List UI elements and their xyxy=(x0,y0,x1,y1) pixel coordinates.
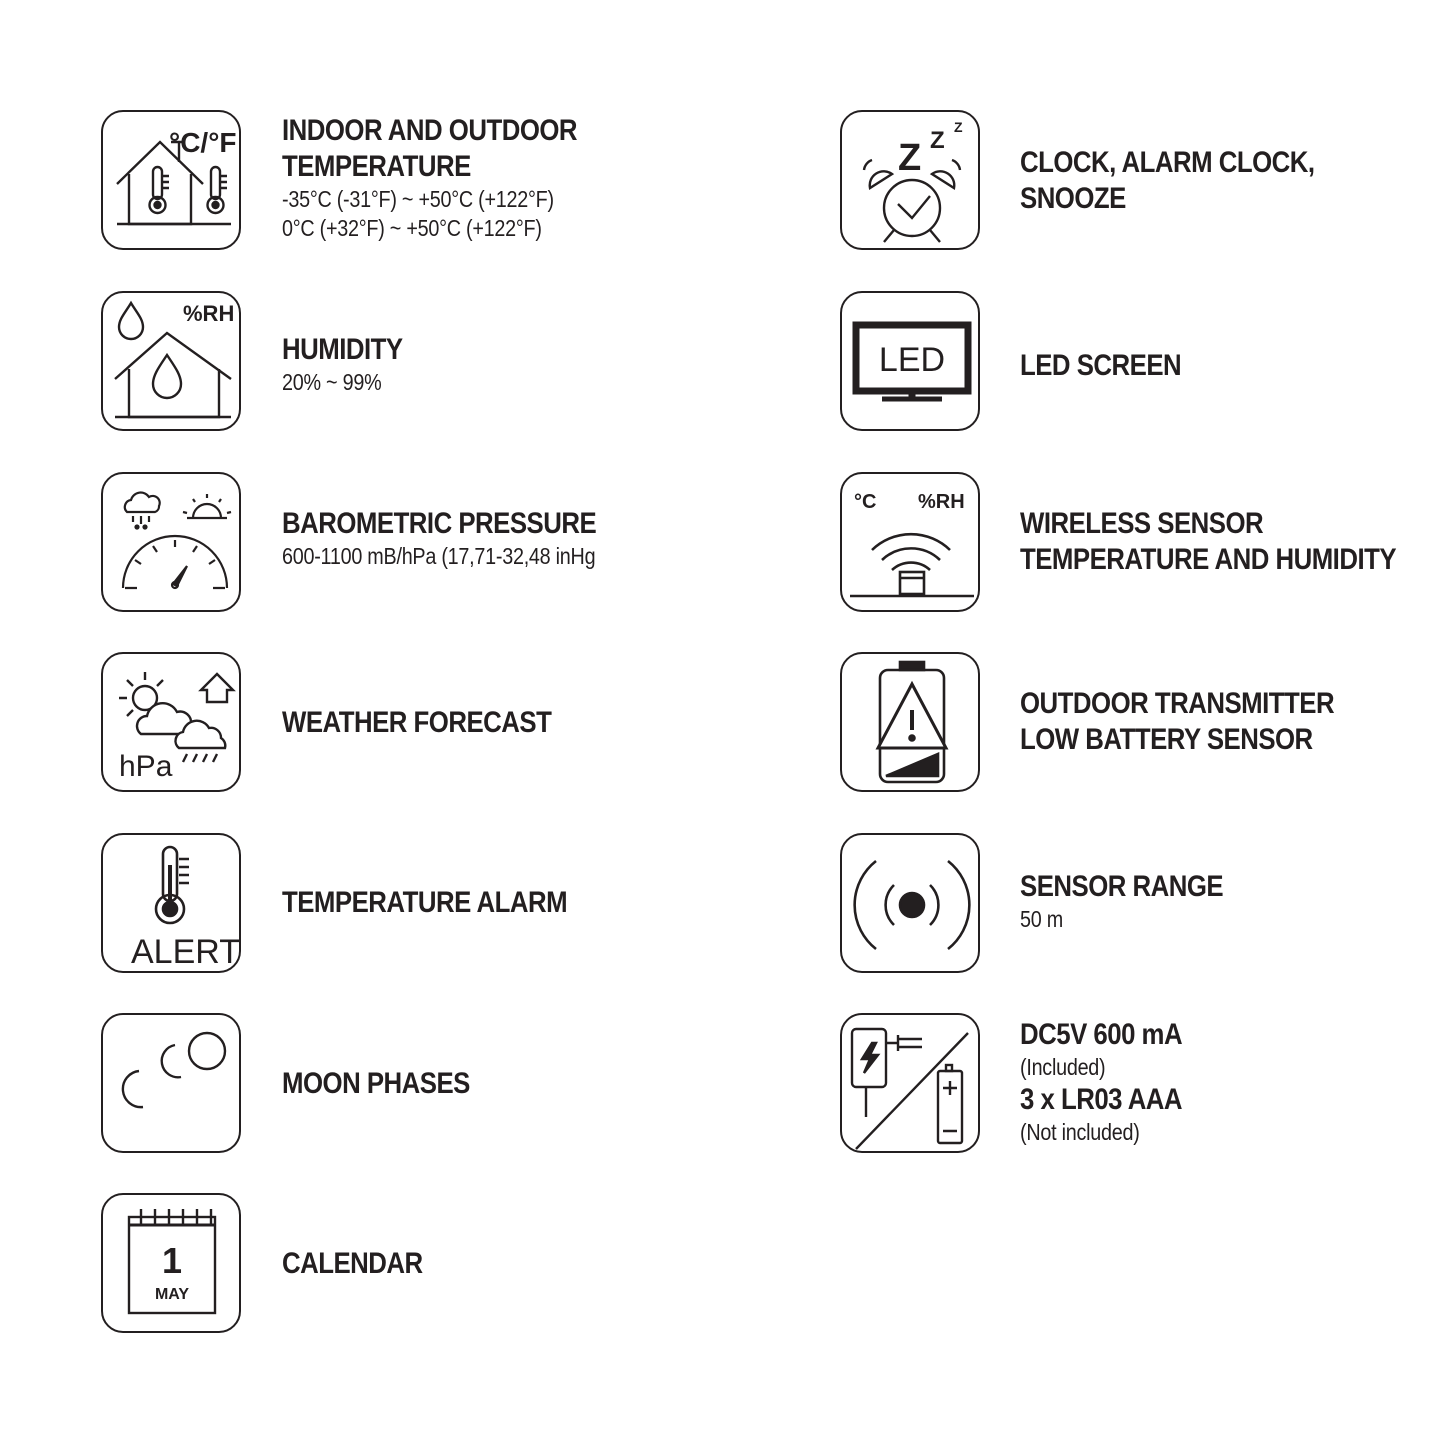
svg-text:Z: Z xyxy=(898,137,922,179)
wireless-sensor-icon xyxy=(840,472,980,612)
icon-text: °C/°F xyxy=(169,127,237,158)
feature-title-line: TEMPERATURE ALARM xyxy=(282,886,568,919)
feature-title-line: LED SCREEN xyxy=(1020,349,1182,382)
icon-day: 1 xyxy=(161,1240,183,1281)
power-adapter-note: (Included) xyxy=(1020,1054,1106,1080)
svg-text:Z: Z xyxy=(930,127,945,154)
feature-title-line: TEMPERATURE xyxy=(282,150,471,183)
feature-title-line: OUTDOOR TRANSMITTER xyxy=(1020,687,1335,720)
feature-detail: -35°C (-31°F) ~ +50°C (+122°F) xyxy=(282,186,554,212)
icon-text-left: °C xyxy=(854,491,877,513)
house-droplet-icon xyxy=(101,291,241,431)
feature-title-line: WIRELESS SENSOR xyxy=(1020,507,1264,540)
feature-title-line: SNOOZE xyxy=(1020,182,1126,215)
low-battery-warning-icon xyxy=(840,652,980,792)
battery-spec: 3 x LR03 AAA xyxy=(1020,1083,1183,1116)
adapter-battery-icon xyxy=(840,1013,980,1153)
icon-month: MAY xyxy=(154,1286,190,1303)
icon-text-right: %RH xyxy=(918,491,965,513)
battery-note: (Not included) xyxy=(1020,1119,1140,1145)
feature-title-line: BAROMETRIC PRESSURE xyxy=(282,507,597,540)
icon-text: %RH xyxy=(183,301,235,326)
barometer-gauge-icon xyxy=(101,472,241,612)
led-monitor-icon xyxy=(840,291,980,431)
feature-title-line: LOW BATTERY SENSOR xyxy=(1020,723,1313,756)
feature-detail: 50 m xyxy=(1020,906,1063,932)
feature-title-line: WEATHER FORECAST xyxy=(282,706,552,739)
feature-title-line: CALENDAR xyxy=(282,1247,423,1280)
calendar-icon xyxy=(101,1193,241,1333)
feature-detail: 0°C (+32°F) ~ +50°C (+122°F) xyxy=(282,215,542,241)
icon-text: hPa xyxy=(119,750,173,783)
weather-cloud-sun-icon xyxy=(101,652,241,792)
feature-title-line: SENSOR RANGE xyxy=(1020,870,1224,903)
feature-title-line: CLOCK, ALARM CLOCK, xyxy=(1020,146,1315,179)
feature-title-line: HUMIDITY xyxy=(282,333,403,366)
feature-title-line: TEMPERATURE AND HUMIDITY xyxy=(1020,543,1397,576)
icon-text: LED xyxy=(878,341,946,379)
feature-title-line: INDOOR AND OUTDOOR xyxy=(282,114,578,147)
signal-range-icon xyxy=(840,833,980,973)
thermometer-alert-icon xyxy=(101,833,241,973)
power-adapter-spec: DC5V 600 mA xyxy=(1020,1018,1183,1051)
house-thermometers-icon xyxy=(101,110,241,250)
moon-phases-icon xyxy=(101,1013,241,1153)
feature-detail: 20% ~ 99% xyxy=(282,369,382,395)
svg-text:Z: Z xyxy=(954,119,963,135)
alarm-clock-snooze-icon xyxy=(840,110,980,250)
icon-text: ALERT xyxy=(131,933,240,971)
feature-title-line: MOON PHASES xyxy=(282,1067,470,1100)
feature-detail: 600-1100 mB/hPa (17,71-32,48 inHg xyxy=(282,543,596,569)
